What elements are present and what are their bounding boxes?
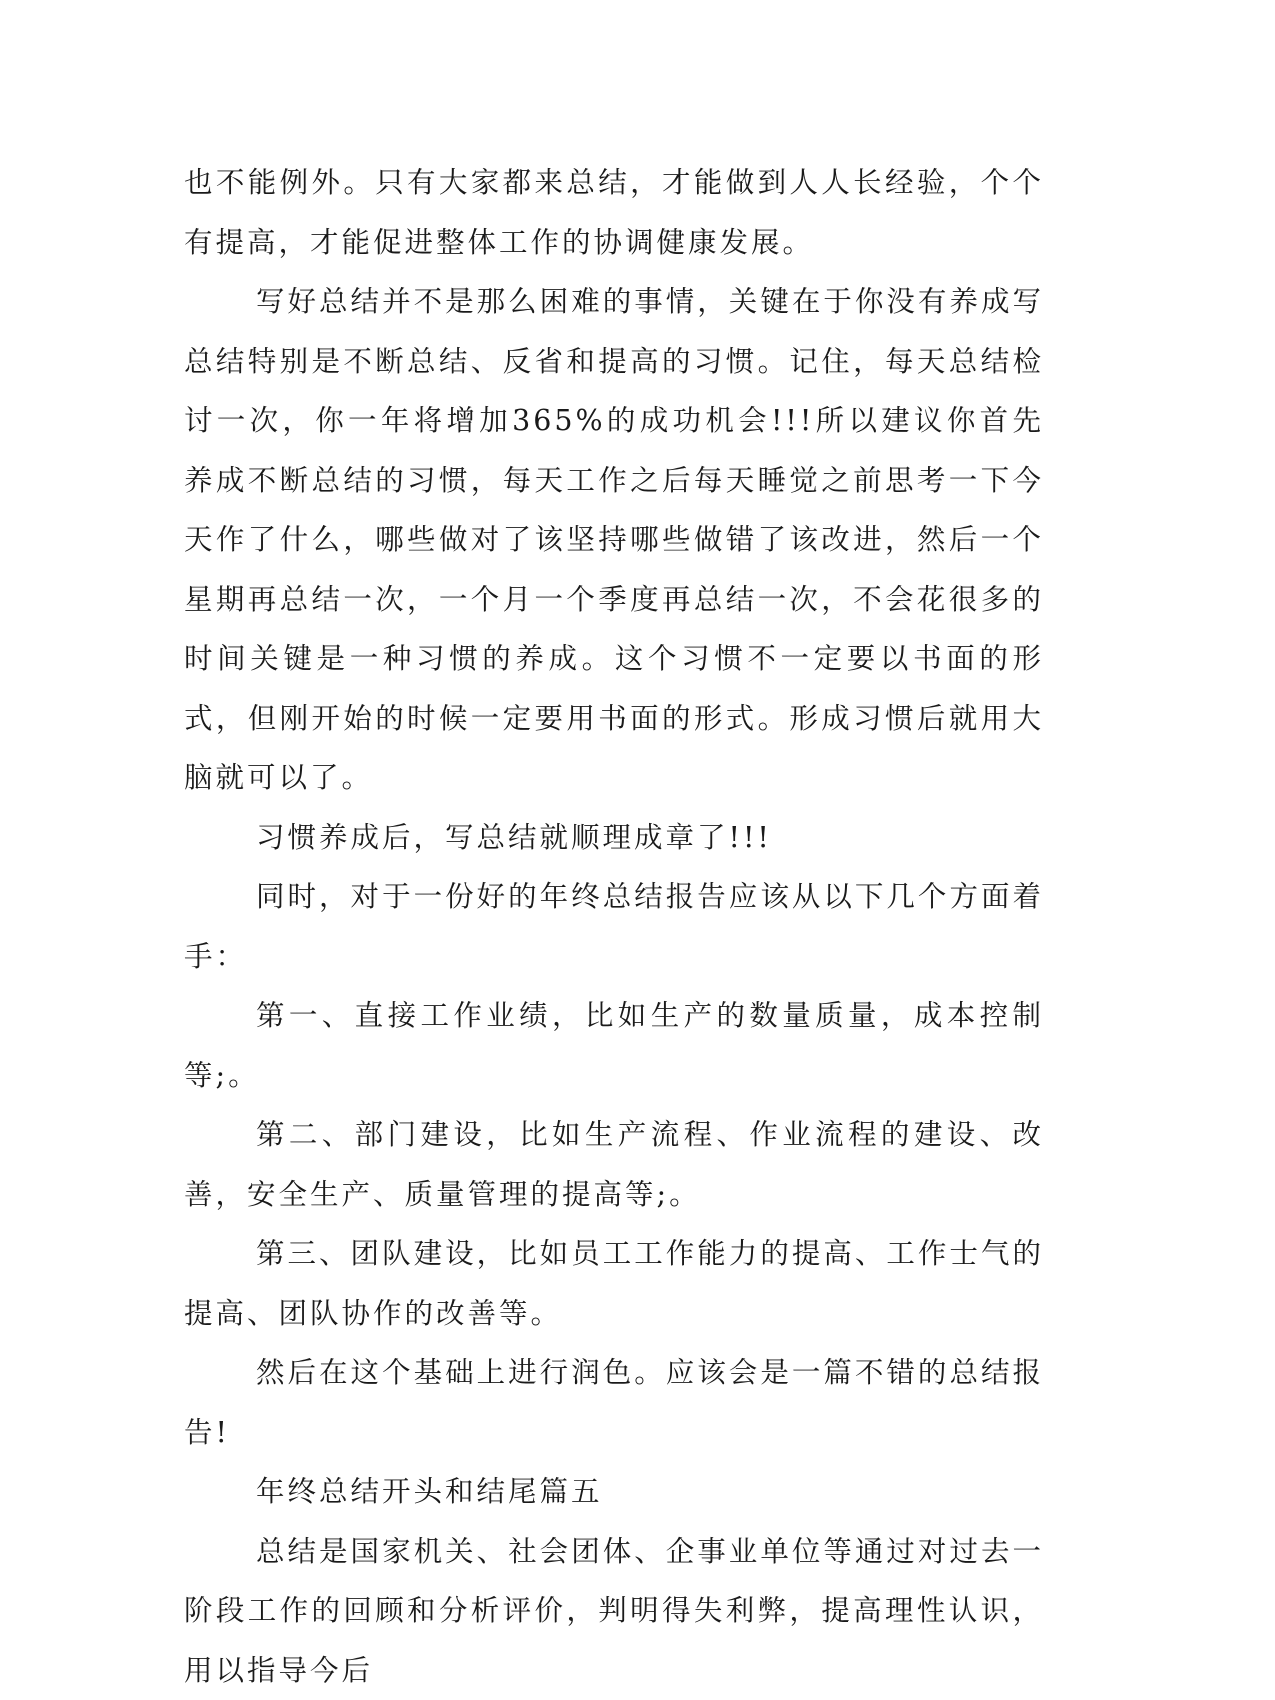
paragraph-3: 习惯养成后，写总结就顺理成章了!!! bbox=[184, 808, 1044, 868]
paragraph-8: 然后在这个基础上进行润色。应该会是一篇不错的总结报告! bbox=[184, 1343, 1044, 1462]
paragraph-1: 也不能例外。只有大家都来总结，才能做到人人长经验，个个有提高，才能促进整体工作的协调健康发展。 bbox=[184, 153, 1044, 272]
paragraph-2: 写好总结并不是那么困难的事情，关键在于你没有养成写总结特别是不断总结、反省和提高的习惯。记住，每天总结检讨一次，你一年将增加365%的成功机会!!!所以建议你首先养成不断总结的习惯，每天工作之后每天睡觉之前思考一下今天作了什么，哪些做对了该坚持哪些做错了该改进，然后一个星期再总结一次，一个月一个季度再总结一次，不会花很多的时间关键是一种习惯的养成。这个习惯不一定要以书面的形式，但刚开始的时候一定要用书面的形式。形成习惯后就用大脑就可以了。 bbox=[184, 272, 1044, 808]
section-heading: 年终总结开头和结尾篇五 bbox=[184, 1462, 1044, 1522]
paragraph-7: 第三、团队建设，比如员工工作能力的提高、工作士气的提高、团队协作的改善等。 bbox=[184, 1224, 1044, 1343]
paragraph-9: 总结是国家机关、社会团体、企事业单位等通过对过去一阶段工作的回顾和分析评价，判明得失利弊，提高理性认识，用以指导今后 bbox=[184, 1522, 1044, 1700]
paragraph-6: 第二、部门建设，比如生产流程、作业流程的建设、改善，安全生产、质量管理的提高等;。 bbox=[184, 1105, 1044, 1224]
paragraph-5: 第一、直接工作业绩，比如生产的数量质量，成本控制等;。 bbox=[184, 986, 1044, 1105]
document-body bbox=[184, 153, 1044, 1700]
paragraph-4: 同时，对于一份好的年终总结报告应该从以下几个方面着手： bbox=[184, 867, 1044, 986]
